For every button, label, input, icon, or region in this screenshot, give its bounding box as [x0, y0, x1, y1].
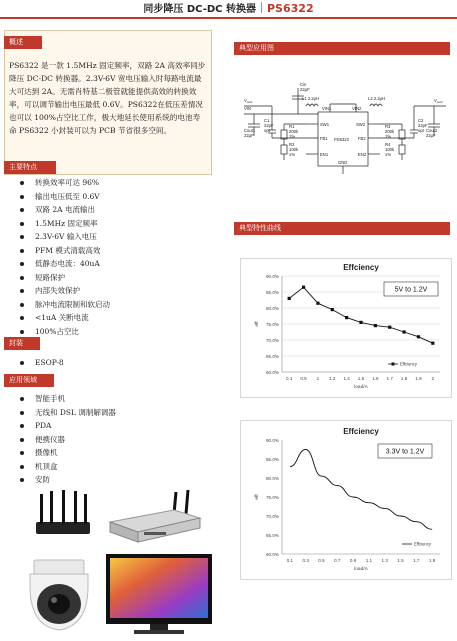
circuit-l2: L2 2.2μH [368, 96, 386, 101]
y-tick-label: 70.0% [265, 338, 279, 343]
legend-label: Effciency [414, 541, 431, 547]
x-tick-label: 1 [316, 376, 320, 381]
x-tick-label: 1.2 [329, 376, 336, 381]
data-point [388, 326, 391, 329]
circuit-cout1-value: 22μF [244, 133, 254, 138]
x-tick-label: 0.1 [285, 376, 293, 381]
list-item: 脉冲电流限制和软启动 [14, 298, 110, 312]
list-item: 100%占空比 [14, 325, 110, 339]
applications-list [14, 392, 116, 487]
circuit-r2: R2 [289, 142, 295, 147]
circuit-r3-value: 200k [385, 129, 395, 134]
list-item: PDA [14, 419, 116, 433]
y-tick-label: 70.0% [265, 514, 279, 519]
circuit-c2-opt: opt [418, 128, 424, 133]
annotation-label: 5V to 1.2V [394, 286, 428, 294]
features-list [14, 176, 110, 339]
circuit-cout2: Cout2 [426, 128, 438, 133]
circuit-c1: C1 [264, 118, 270, 123]
x-axis-label: load/A [354, 385, 368, 390]
camera-image [20, 556, 100, 636]
circuit-cin-value: 22μF [300, 87, 310, 92]
x-tick-label: 1.5 [397, 558, 404, 563]
x-tick-label: 0.3 [302, 558, 309, 563]
legend-label: Effciency [400, 361, 417, 367]
typical-curves-label: 典型特性曲线 [234, 222, 450, 235]
list-item: 双路 2A 电流输出 [14, 203, 110, 217]
y-tick-label: 80.0% [265, 306, 279, 311]
circuit-r3: R3 [385, 124, 391, 129]
data-point [331, 308, 334, 311]
circuit-r2-value: 100k [289, 147, 299, 152]
list-item: 低静态电流：40uA [14, 257, 110, 271]
typical-circuit-label: 典型应用图 [234, 42, 450, 55]
circuit-en1-pin: EN1 [320, 152, 329, 157]
circuit-ic-label: PS6322 [334, 137, 349, 142]
list-item: 2.3V-6V 输入电压 [14, 230, 110, 244]
circuit-r4: R4 [385, 142, 391, 147]
x-tick-label: 0.5 [300, 376, 307, 381]
circuit-vin1-pin: VIN1 [322, 106, 332, 111]
circuit-sw2-pin: SW2 [356, 122, 366, 127]
list-item: 转换效率可达 96% [14, 176, 110, 190]
x-tick-label: 0.1 [286, 558, 294, 563]
list-item: <1uA 关断电流 [14, 311, 110, 325]
circuit-sw1-pin: SW1 [320, 122, 330, 127]
package-list [14, 356, 64, 370]
x-tick-label: 2 [431, 376, 435, 381]
circuit-r1-tol: 1% [289, 134, 296, 139]
chart-svg [240, 258, 452, 398]
list-item: 输出电压低至 0.6V [14, 190, 110, 204]
chart-title: Effciency [343, 263, 379, 272]
applications-label: 应用领域 [4, 374, 54, 387]
list-item: 智能手机 [14, 392, 116, 406]
set-top-box-image [104, 488, 204, 548]
data-point [288, 297, 291, 300]
x-tick-label: 1.9 [415, 376, 422, 381]
x-tick-label: 1.8 [400, 376, 408, 381]
x-tick-label: 1.5 [357, 376, 365, 381]
circuit-schematic [242, 78, 448, 182]
overview-label: 概述 [4, 36, 42, 49]
list-item: PFM 模式清载高效 [14, 244, 110, 258]
list-item: 摄像机 [14, 446, 116, 460]
circuit-en2-pin: EN2 [358, 152, 367, 157]
circuit-l1: L1 2.2μH [302, 96, 320, 101]
tv-image [104, 552, 214, 638]
y-tick-label: 85.0% [265, 457, 279, 462]
list-item: ESOP-8 [14, 356, 64, 370]
list-item: 短路保护 [14, 271, 110, 285]
header-rule [0, 17, 457, 19]
y-tick-label: 85.0% [265, 290, 279, 295]
circuit-r1-value: 200k [289, 129, 299, 134]
y-axis-label: eff [255, 321, 260, 327]
x-tick-label: 1.7 [386, 376, 393, 381]
list-item: 内部失效保护 [14, 284, 110, 298]
page-header [0, 0, 457, 18]
header-title: 同步降压 DC-DC 转换器 [143, 4, 256, 15]
circuit-vout1: $V_{out1}$ [244, 98, 253, 104]
chart-svg [240, 420, 452, 580]
circuit-fb1-pin: FB1 [320, 136, 328, 141]
data-point [302, 286, 305, 289]
x-tick-label: 0.9 [349, 558, 357, 563]
annotation-label: 3.3V to 1.2V [385, 448, 425, 456]
data-point [431, 342, 434, 345]
y-tick-label: 60.0% [265, 552, 279, 557]
circuit-fb2-pin: FB2 [358, 136, 366, 141]
x-tick-label: 0.7 [334, 558, 341, 563]
x-tick-label: 1.7 [413, 558, 420, 563]
security-camera-icon [20, 556, 100, 636]
data-point [316, 302, 319, 305]
data-point [359, 321, 362, 324]
y-tick-label: 65.0% [265, 354, 279, 359]
circuit-r1: R1 [289, 124, 295, 129]
router-image [28, 488, 98, 536]
x-tick-label: 1.6 [372, 376, 379, 381]
features-label: 主要特点 [4, 161, 56, 174]
list-item: 便携仪器 [14, 433, 116, 447]
circuit-c2: C2 [418, 118, 424, 123]
x-tick-label: 1.3 [381, 558, 388, 563]
circuit-diagram [242, 78, 448, 182]
circuit-c1-value: 22pF [264, 123, 274, 128]
circuit-r4-value: 100k [385, 147, 395, 152]
y-tick-label: 80.0% [265, 476, 279, 481]
circuit-c2-value: 22pF [418, 123, 428, 128]
list-item: 安防 [14, 473, 116, 487]
set-top-box-icon [104, 488, 204, 548]
circuit-cout2-value: 22μF [426, 133, 436, 138]
circuit-r4-tol: 1% [385, 152, 392, 157]
y-tick-label: 75.0% [265, 495, 279, 500]
circuit-cout1: Cout1 [244, 128, 256, 133]
x-tick-label: 1.9 [428, 558, 436, 563]
x-axis-label: load/A [354, 567, 368, 572]
list-item: 机顶盒 [14, 460, 116, 474]
television-icon [104, 552, 214, 638]
y-tick-label: 60.0% [265, 370, 279, 375]
data-point [417, 335, 420, 338]
y-tick-label: 90.0% [265, 438, 279, 443]
chart-title: Effciency [343, 427, 379, 436]
x-tick-label: 1.1 [365, 558, 373, 563]
circuit-vin2-pin: VIN2 [352, 106, 362, 111]
circuit-r2-tol: 1% [289, 152, 296, 157]
wifi-router-icon [28, 488, 98, 536]
y-tick-label: 75.0% [265, 322, 279, 327]
circuit-cin: Cin [300, 82, 307, 87]
data-point [345, 316, 348, 319]
description-text: PS6322 是一款 1.5MHz 固定频率，双路 2A 高效率同步降压 DC-DC 转换器。2.3V-6V 宽电压输入时每路电流最大可达到 2A。无需肖特基二极管就能提供高效的转换效率，可以调节输出电压最低 0.6V。PS6322在低压差情况也可以 100%占空比工作，极大地延长使用系统的电池寿命 PS6322 小封装可以为 PCB 节省很多空间。 [9, 61, 206, 135]
legend-marker [392, 363, 395, 366]
data-point [402, 330, 405, 333]
part-number: PS6322 [267, 2, 314, 15]
y-tick-label: 90.0% [265, 274, 279, 279]
y-axis-label: eff [255, 494, 260, 500]
y-tick-label: 65.0% [265, 533, 279, 538]
circuit-r3-tol: 1% [385, 134, 392, 139]
package-label: 封装 [4, 337, 40, 350]
list-item: 无线和 DSL 调制解调器 [14, 406, 116, 420]
efficiency-chart-5v [240, 258, 452, 398]
circuit-c1-opt: opt [264, 128, 270, 133]
circuit-gnd-pin: GND [338, 160, 348, 165]
x-tick-label: 0.5 [318, 558, 325, 563]
list-item: 1.5MHz 固定频率 [14, 217, 110, 231]
circuit-vin: VIN [244, 106, 251, 111]
data-point [374, 324, 377, 327]
circuit-vout2: $V_{out2}$ [434, 98, 443, 104]
header-divider [261, 2, 262, 13]
x-tick-label: 1.4 [343, 376, 350, 381]
efficiency-chart-3v3 [240, 420, 452, 580]
